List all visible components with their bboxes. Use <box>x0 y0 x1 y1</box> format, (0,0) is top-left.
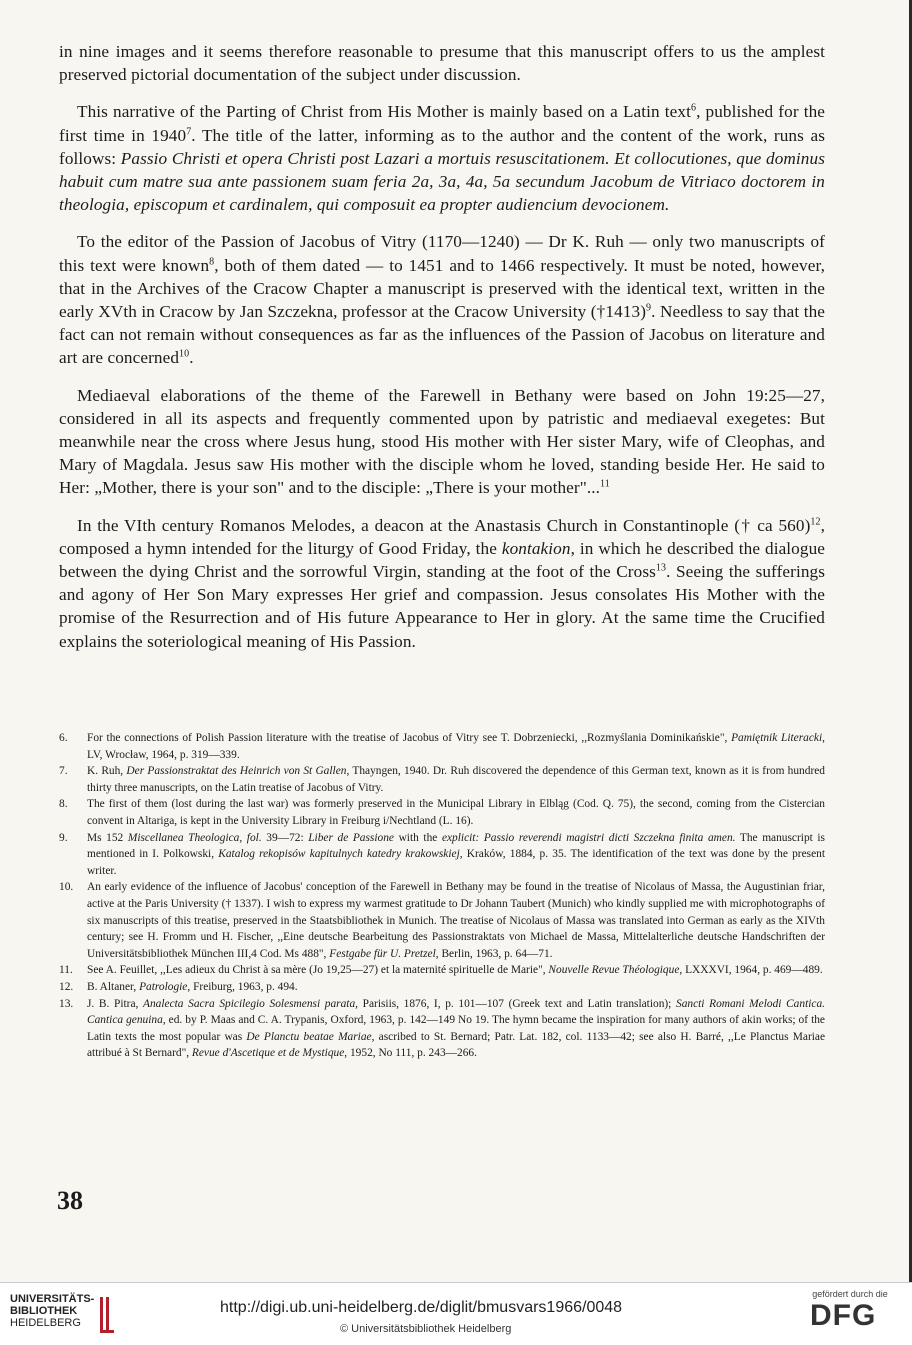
copyright-notice: © Universitätsbibliothek Heidelberg <box>340 1323 512 1335</box>
dfg-wordmark: DFG <box>810 1299 877 1332</box>
footnote <box>59 830 825 880</box>
footnote-number: 8. <box>59 798 68 811</box>
library-logo[interactable] <box>10 1293 120 1337</box>
footnote-text: B. Altaner, Patrologie, Freiburg, 1963, p. 494. <box>87 980 298 993</box>
footnote <box>59 796 825 829</box>
footnote <box>59 763 825 796</box>
permalink-url[interactable]: http://digi.ub.uni-heidelberg.de/diglit/bmusvars1966/0048 <box>220 1299 623 1316</box>
paragraph: This narrative of the Parting of Christ from His Mother is mainly based on a Latin text$^6$, published for the first time in 1940$^7$. The title of the latter, informing as to the author and the content of the work, runs as follows: Passio Christi et opera Christi post Lazari a mortuis resuscitationem. Et collocutiones, que dominus habuit cum matre sua ante passionem suam feria 2a, 3a, 4a, 5a secundum Jacobum de Vitriaco doctorem in theologia, episcopum et cardinalem, qui composuit ea propter audiencium devocionem. <box>59 102 825 215</box>
footnote <box>59 730 825 763</box>
footnote <box>59 996 825 1062</box>
footnotes <box>59 730 825 1062</box>
library-emblem-icon <box>92 1295 116 1335</box>
footnote-number: 12. <box>59 980 74 993</box>
footnote-text: For the connections of Polish Passion literature with the treatise of Jacobus of Vitry see T. Dobrzeniecki, ,,Rozmyślania Dominikańskie", Pamiętnik Literacki, LV, Wrocław, 1964, p. 319—339. <box>87 732 825 761</box>
logo-line: UNIVERSITÄTS- <box>10 1293 95 1305</box>
body-text <box>59 40 825 667</box>
footnote-number: 7. <box>59 765 68 778</box>
footnote-number: 6. <box>59 732 68 744</box>
footnote-number: 10. <box>59 881 74 894</box>
logo-line: BIBLIOTHEK <box>10 1305 78 1317</box>
footnote-text: J. B. Pitra, Analecta Sacra Spicilegio Solesmensi parata, Parisiis, 1876, I, p. 101—107 (Greek text and Latin translation); Sancti Romani Melodi Cantica. Cantica genuina, ed. by P. Maas and C. A. Trypanis, Oxford, 1963, p. 142—149 No 19. The hymn became the inspiration for many authors of akin works; of the Latin texts the most popular was De Planctu beatae Mariae, ascribed to St. Bernard; Patr. Lat. 182, col. 1133—42; see also H. Barré, ,,Le Planctus Mariae attribué à St Bernard", Revue d'Ascetique et de Mystique, 1952, No 111, p. 243—266. <box>87 997 826 1060</box>
logo-line: HEIDELBERG <box>10 1317 81 1329</box>
footnote-text: K. Ruh, Der Passionstraktat des Heinrich von St Gallen, Thayngen, 1940. Dr. Ruh discovered the dependence of this German text, known as it is from hundred thirty three manuscripts, on the Latin treatise of Jacobus of Vitry. <box>87 765 825 794</box>
paragraph: in nine images and it seems therefore reasonable to presume that this manuscript offers to us the amplest preserved pictorial documentation of the subject under discussion. <box>59 42 825 85</box>
footer-bar <box>0 1282 912 1345</box>
footnote-text: See A. Feuillet, ,,Les adieux du Christ à sa mère (Jo 19,25—27) et la maternité spirituelle de Marie", Nouvelle Revue Théologique, LXXXVI, 1964, p. 469—489. <box>87 964 823 977</box>
dfg-logo[interactable] <box>810 1289 905 1339</box>
footnote <box>59 962 825 979</box>
footnote-number: 13. <box>59 997 74 1010</box>
paragraph: To the editor of the Passion of Jacobus of Vitry (1170—1240) — Dr K. Ruh — only two manuscripts of this text were known$^8$, both of them dated — to 1451 and to 1466 respectively. It must be noted, however, that in the Archives of the Cracow Chapter a manuscript is preserved with the identical text, written in the early XVth in Cracow by Jan Szczekna, professor at the Cracow University (†1413)$^9$. Needless to say that the fact can not remain without consequences as far as the influences of the Passion of Jacobus on literature and art are concerned$^{10}$. <box>59 232 826 368</box>
footnote-text: An early evidence of the influence of Jacobus' conception of the Farewell in Bethany may be found in the treatise of Nicolaus of Massa, the Augustinian friar, active at the Paris University († 1337). I wish to express my warmest gratitude to Dr Johann Taubert (Munich) who kindly supplied me with microphotographs of six manuscripts of this treatise, preserved in the Staatsbibliothek in Munich. The treatise of Nicolaus of Massa was translated into German as early as the XIVth century; see H. Fromm und H. Fischer, ,,Eine deutsche Bearbeitung des Passionstraktats von Michael de Massa, Mittelalterliche deutsche Handschriften der Universitätsbibliothek München III,4 Cod. Ms 488", Festgabe für U. Pretzel, Berlin, 1963, p. 64—71. <box>87 881 825 960</box>
footnote <box>59 979 825 996</box>
footnote-number: 9. <box>59 831 68 844</box>
paragraph: In the VIth century Romanos Melodes, a deacon at the Anastasis Church in Constantinople († ca 560)$^{12}$, composed a hymn intended for the liturgy of Good Friday, the kontakion, in which he described the dialogue between the dying Christ and the sorrowful Virgin, standing at the foot of the Cross$^{13}$. Seeing the sufferings and agony of Her Son Mary expresses Her grief and compassion. Jesus consolates His Mother with the promise of the Resurrection and of His future Appearance to Her in glory. At the same time the Crucified explains the soteriological meaning of His Passion. <box>59 515 825 651</box>
page-number: 38 <box>57 1186 83 1215</box>
footnote-text: Ms 152 Miscellanea Theologica, fol. 39—72: Liber de Passione with the explicit: Passio reverendi magistri dicti Szczekna finita amen. The manuscript is mentioned in I. Polkowski, Katalog rekopisów kapitulnych katedry krakowskiej, Kraków, 1884, p. 35. The identification of the text was done by the present writer. <box>87 831 826 877</box>
footnote-text: The first of them (lost during the last war) was formerly preserved in the Municipal Library in Elbląg (Cod. Q. 75), the second, coming from the Cistercian convent in Altariga, is kept in the University Library in Freiburg i/Nechtland (L. 16). <box>87 798 825 827</box>
footnote <box>59 879 825 962</box>
dfg-caption: gefördert durch die <box>812 1289 888 1299</box>
footnote-number: 11. <box>59 964 73 977</box>
paragraph: Mediaeval elaborations of the theme of the Farewell in Bethany were based on John 19:25—27, considered in all its aspects and frequently commented upon by patristic and mediaeval exegetes: But meanwhile near the cross where Jesus hung, stood His mother with Her sister Mary, wife of Cleophas, and Mary of Magdala. Jesus saw His mother with the disciple whom he loved, standing beside Her. He said to Her: „Mother, there is your son" and to the disciple: „There is your mother"...$^{11}$ <box>59 385 825 498</box>
